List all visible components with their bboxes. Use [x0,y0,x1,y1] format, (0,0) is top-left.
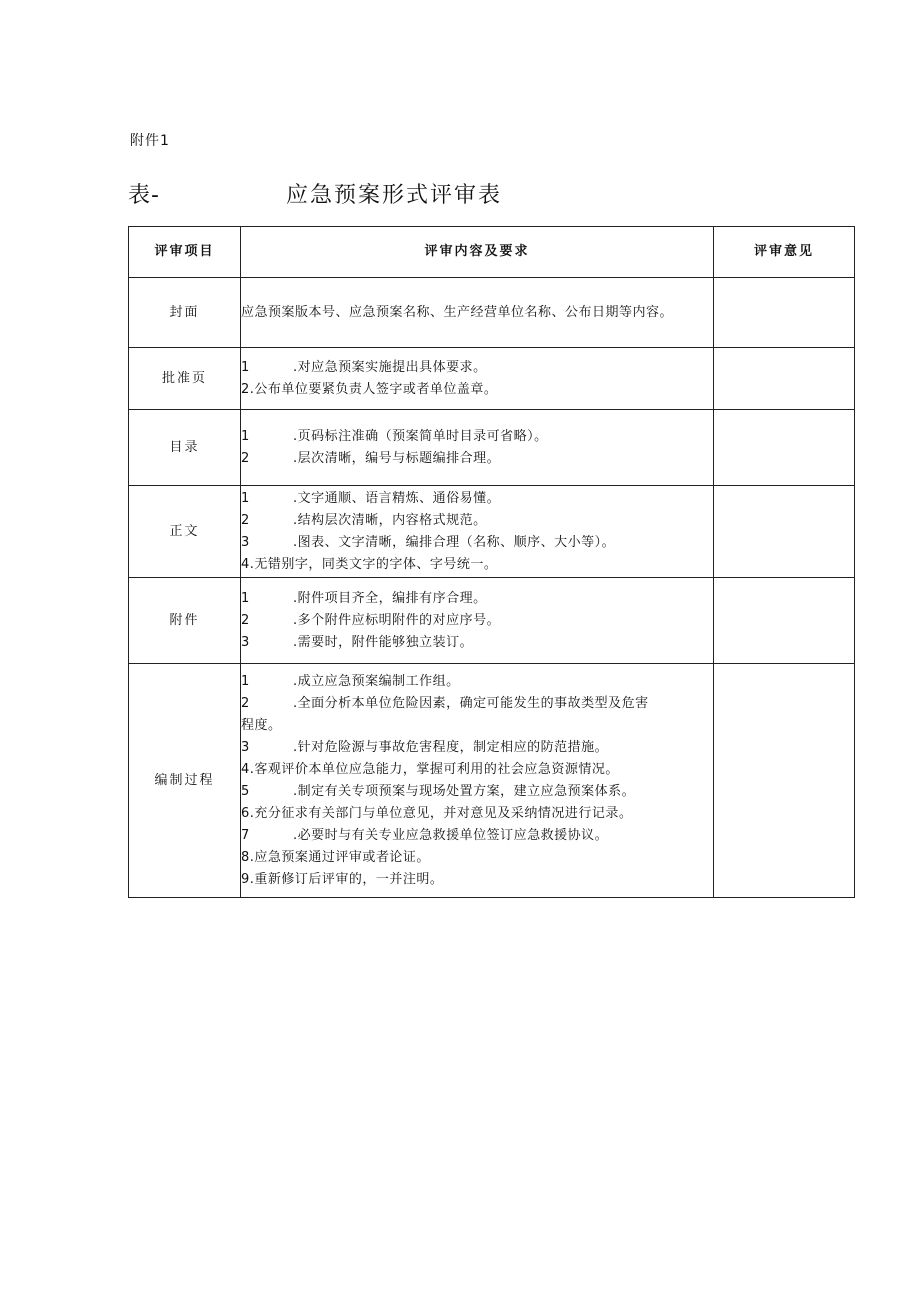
requirement-number: 7 [241,827,250,843]
requirement-gap [249,426,293,448]
requirement-line [241,737,713,759]
requirement-line [241,610,713,632]
requirement-gap [249,448,293,470]
requirement-text: .层次清晰，编号与标题编排合理。 [293,450,501,466]
requirement-text: .结构层次清晰，内容格式规范。 [293,512,487,528]
review-content [241,486,714,578]
requirement-line [241,357,713,379]
requirement-text: 6.充分征求有关部门与单位意见，并对意见及采纳情况进行记录。 [241,805,633,821]
requirement-text: .图表、文字清晰，编排合理（名称、顺序、大小等）。 [293,534,616,550]
review-item: 封面 [129,278,241,348]
review-table [128,226,855,898]
requirement-number: 2 [241,512,250,528]
requirement-number: 2 [241,695,250,711]
title-row [128,178,728,210]
requirement-gap [249,825,293,847]
requirement-gap [249,610,293,632]
requirement-text: .全面分析本单位危险因素，确定可能发生的事故类型及危害 [293,695,649,711]
review-content [241,578,714,664]
requirement-text: 8.应急预案通过评审或者论证。 [241,849,430,865]
requirement-text: .多个附件应标明附件的对应序号。 [293,612,501,628]
review-content [241,278,714,348]
review-item: 正文 [129,486,241,578]
requirement-text: 应急预案版本号、应急预案名称、生产经营单位名称、公布日期等内容。 [241,304,674,320]
requirement-line [241,588,713,610]
requirement-gap [249,671,293,693]
requirement-number: 2 [241,612,250,628]
requirement-number: 1 [241,673,250,689]
requirement-line [241,532,713,554]
review-opinion-cell[interactable] [714,486,855,578]
requirement-number: 3 [241,534,250,550]
review-content [241,664,714,898]
requirement-line [241,759,713,781]
attachment-label: 附件1 [130,133,170,149]
table-row [129,664,855,898]
requirement-gap [249,781,293,803]
header-item: 评审项目 [129,227,241,278]
requirement-line [241,632,713,654]
requirement-text: .针对危险源与事故危害程度，制定相应的防范措施。 [293,739,609,755]
requirement-number: 1 [241,490,250,506]
requirement-text: .附件项目齐全，编排有序合理。 [293,590,487,606]
requirement-line [241,510,713,532]
requirement-text: 4.客观评价本单位应急能力，掌握可利用的社会应急资源情况。 [241,761,619,777]
requirement-line [241,781,713,803]
table-row [129,486,855,578]
header-opinion: 评审意见 [714,227,855,278]
requirement-text: 9.重新修订后评审的，一并注明。 [241,871,444,887]
requirement-line [241,803,713,825]
requirement-gap [249,737,293,759]
requirement-text: 2.公布单位要紧负责人签字或者单位盖章。 [241,381,498,397]
review-content [241,348,714,410]
requirement-line [241,693,713,715]
requirement-line [241,671,713,693]
review-item: 附件 [129,578,241,664]
header-content: 评审内容及要求 [241,227,714,278]
table-header-row [129,227,855,278]
review-item: 目录 [129,410,241,486]
requirement-text: 4.无错别字，同类文字的字体、字号统一。 [241,556,498,572]
requirement-line [241,825,713,847]
review-content [241,410,714,486]
requirement-gap [249,488,293,510]
table-row [129,278,855,348]
review-opinion-cell[interactable] [714,578,855,664]
requirement-number: 3 [241,634,250,650]
requirement-line [241,488,713,510]
requirement-number: 1 [241,428,250,444]
requirement-gap [249,588,293,610]
requirement-line [241,715,713,737]
requirement-line [241,847,713,869]
review-item: 编制过程 [129,664,241,898]
requirement-gap [249,532,293,554]
requirement-text: .对应急预案实施提出具体要求。 [293,359,487,375]
requirement-text: .必要时与有关专业应急救援单位签订应急救援协议。 [293,827,609,843]
requirement-line [241,869,713,891]
requirement-text: 程度。 [241,717,282,733]
requirement-line [241,448,713,470]
requirement-line [241,379,713,401]
review-opinion-cell[interactable] [714,278,855,348]
table-row [129,410,855,486]
requirement-text: .成立应急预案编制工作组。 [293,673,460,689]
requirement-number: 3 [241,739,250,755]
requirement-gap [249,693,293,715]
requirement-text: .需要时，附件能够独立装订。 [293,634,474,650]
requirement-number: 5 [241,783,250,799]
table-row [129,348,855,410]
review-opinion-cell[interactable] [714,410,855,486]
requirement-number: 1 [241,359,250,375]
requirement-line [241,554,713,576]
requirement-line [241,302,713,324]
requirement-text: .制定有关专项预案与现场处置方案，建立应急预案体系。 [293,783,636,799]
review-opinion-cell[interactable] [714,348,855,410]
requirement-text: .页码标注准确（预案简单时目录可省略）。 [293,428,548,444]
table-row [129,578,855,664]
requirement-number: 1 [241,590,250,606]
title-prefix: 表- [128,183,160,208]
requirement-gap [249,357,293,379]
requirement-line [241,426,713,448]
review-opinion-cell[interactable] [714,664,855,898]
requirement-gap [249,510,293,532]
page-title: 应急预案形式评审表 [286,183,503,208]
requirement-text: .文字通顺、语言精炼、通俗易懂。 [293,490,501,506]
requirement-gap [249,632,293,654]
requirement-number: 2 [241,450,250,466]
review-item: 批准页 [129,348,241,410]
